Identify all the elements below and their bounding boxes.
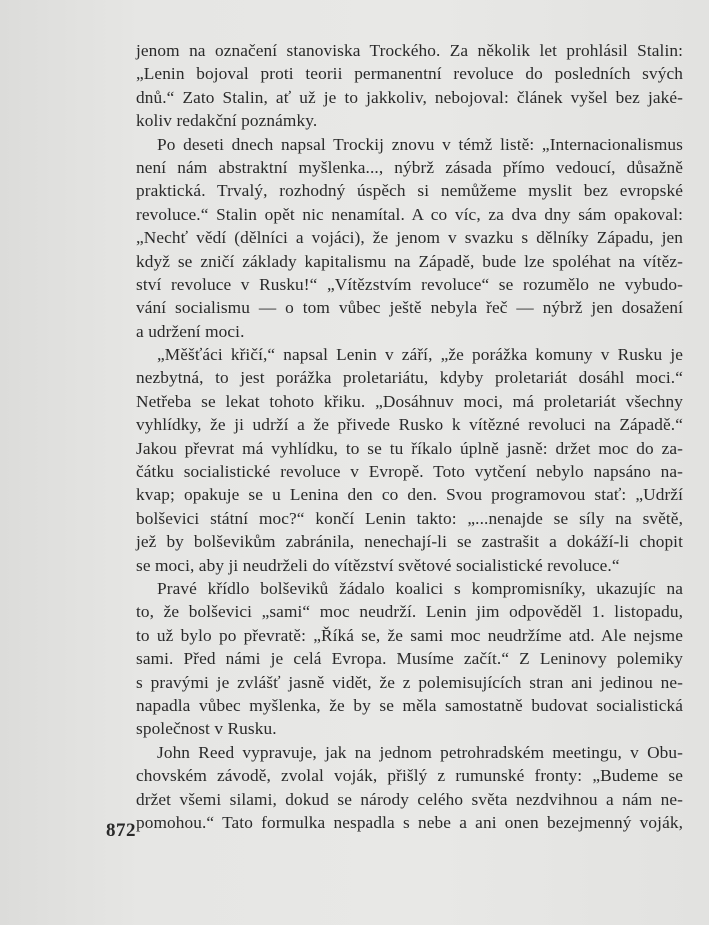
body-text	[136, 39, 683, 834]
text-line: bolševici státní moc?“ končí Lenin takto: „...nenajde se síly na světě,	[136, 508, 683, 528]
text-line: Netřeba se lekat tohoto křiku. „Dosáhnuv moci, má proletariát všechny	[136, 391, 683, 411]
text-line: dnů.“ Zato Stalin, ať už je to jakkoliv, nebojoval: článek vyšel bez jaké-	[136, 87, 683, 107]
text-line: čátku socialistické revoluce v Evropě. Toto vytčení nebylo napsáno na-	[136, 462, 683, 482]
text-line: společnost v Rusku.	[136, 719, 277, 739]
text-line: John Reed vypravuje, jak na jednom petrohradském meetingu, v Obu-	[157, 742, 683, 762]
text-line: a udržení moci.	[136, 321, 245, 341]
text-line: Po deseti dnech napsal Trockij znovu v témž listě: „Internacionalismus	[157, 134, 683, 154]
text-line: Pravé křídlo bolševiků žádalo koalici s kompromisníky, ukazujíc na	[157, 578, 683, 598]
text-line: s pravými je zvlášť jasně vidět, že z polemisujících stran ani jedinou ne-	[136, 672, 683, 692]
text-line: „Měšťáci křičí,“ napsal Lenin v září, „že porážka komuny v Rusku je	[157, 345, 683, 365]
text-line: jež by bolševikům zabránila, nenechají-li se zastrašit a dokáží-li chopit	[136, 532, 683, 552]
text-line: sami. Před námi je celá Evropa. Musíme začít.“ Z Leninovy polemiky	[136, 649, 683, 669]
text-line: chovském závodě, zvolal voják, přišlý z rumunské fronty: „Budeme se	[136, 766, 683, 786]
text-line: vyhlídky, že ji udrží a že přivede Rusko k vítězné revoluci na Západě.“	[136, 415, 683, 435]
text-line: „Lenin bojoval proti teorii permanentní revoluce do posledních svých	[136, 64, 683, 84]
text-line: ství revoluce v Rusku!“ „Vítězstvím revoluce“ se rozumělo ne vybudo-	[136, 274, 683, 294]
text-line: není nám abstraktní myšlenka..., nýbrž zásada přímo vedoucí, důsažně	[136, 157, 683, 177]
text-line: držet všemi silami, dokud se národy celého světa nezdvihnou a nám ne-	[136, 789, 683, 809]
text-line: když se zničí základy kapitalismu na Západě, bude lze spoléhat na vítěz-	[136, 251, 683, 271]
text-line: jenom na označení stanoviska Trockého. Za několik let prohlásil Stalin:	[136, 41, 683, 60]
text-line: koliv redakční poznámky.	[136, 111, 318, 131]
text-line: se moci, aby ji neudrželi do vítězství světové socialistické revoluce.“	[136, 555, 620, 575]
text-line: to už bylo po převratě: „Říká se, že sami moc neudržíme atd. Ale nejsme	[136, 625, 683, 645]
text-line: to, že bolševici „sami“ moc neudrží. Lenin jim odpověděl 1. listopadu,	[136, 602, 683, 622]
text-line: praktická. Trvalý, rozhodný úspěch si nemůžeme myslit bez evropské	[136, 181, 683, 201]
text-line: nezbytná, to jest porážka proletariátu, kdyby proletariát dosáhl moci.“	[136, 368, 683, 388]
text-line: pomohou.“ Tato formulka nespadla s nebe a ani onen bezejmenný voják,	[136, 812, 683, 832]
page-number: 872	[106, 820, 136, 841]
text-line: Jakou převrat má vyhlídku, to se tu říkalo úplně jasně: držet moc do za-	[136, 438, 683, 458]
text-line: vání socialismu — o tom vůbec ještě nebyla řeč — nýbrž jen dosažení	[136, 298, 683, 318]
text-line: napadla vůbec myšlenka, že by se měla samostatně budovat socialistická	[136, 695, 683, 715]
text-line: revoluce.“ Stalin opět nic nenamítal. A co víc, za dva dny sám opakoval:	[136, 204, 683, 224]
text-line: kvap; opakuje se u Lenina den co den. Svou programovou stať: „Udrží	[136, 485, 683, 505]
text-line: „Nechť vědí (dělníci a vojáci), že jenom v svazku s dělníky Západu, jen	[136, 228, 683, 248]
